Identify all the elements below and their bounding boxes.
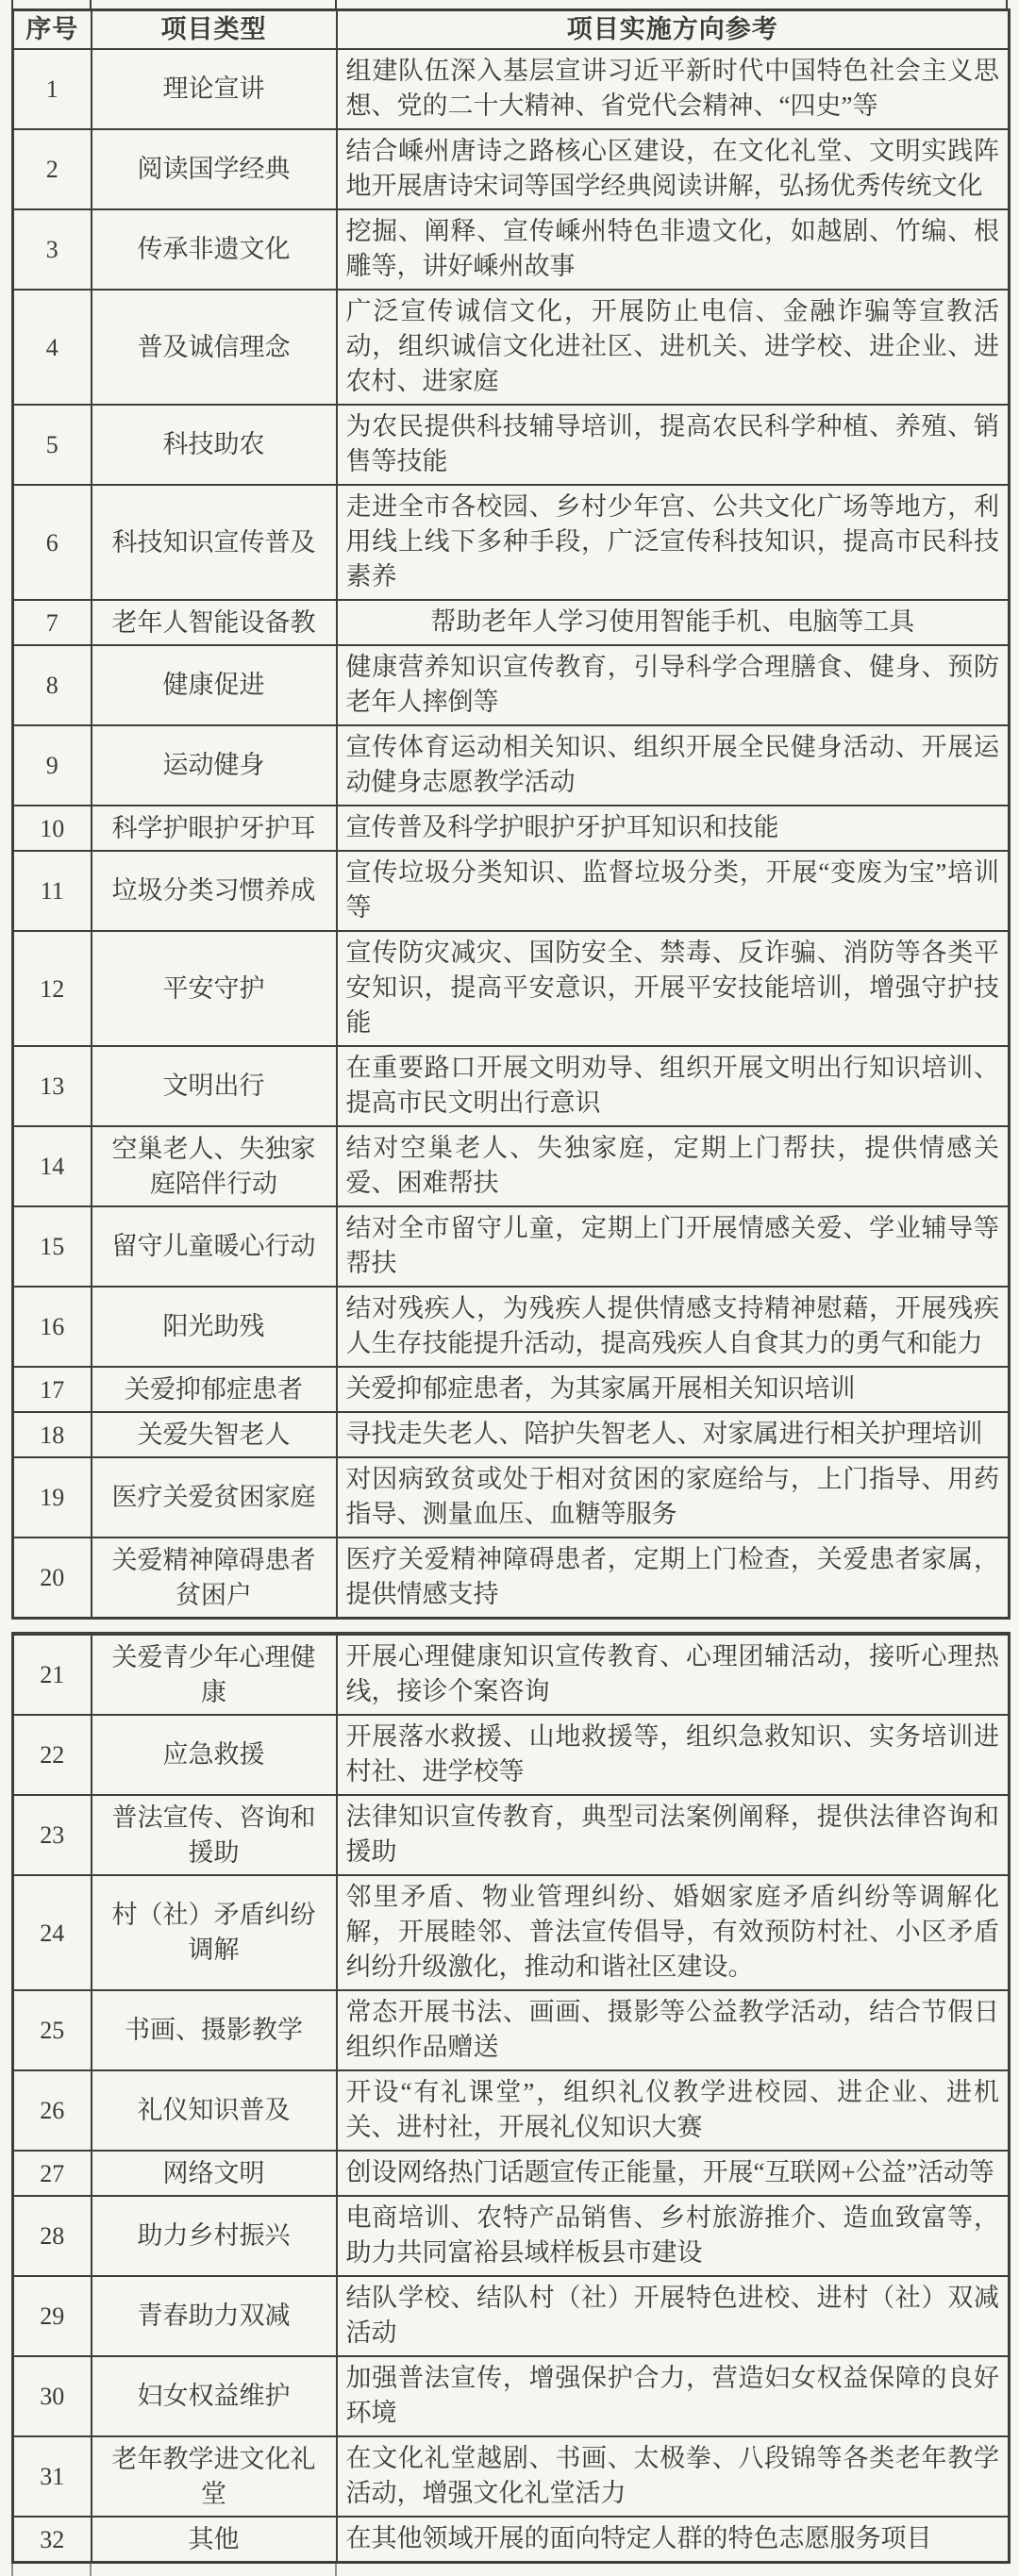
implementation-reference-cell: 走进全市各校园、乡村少年宫、公共文化广场等地方，利用线上线下多种手段，广泛宣传科技知识，提高市民科技素养 <box>337 485 1010 600</box>
row-number-cell: 8 <box>13 645 92 725</box>
row-number-cell: 22 <box>13 1715 92 1795</box>
project-type-cell: 关爱青少年心理健康 <box>92 1634 337 1715</box>
project-type-cell: 运动健身 <box>92 725 337 806</box>
row-number-cell: 29 <box>13 2276 92 2356</box>
row-number-cell: 15 <box>13 1206 92 1287</box>
implementation-reference-cell: 组建队伍深入基层宣讲习近平新时代中国特色社会主义思想、党的二十大精神、省党代会精神、“四史”等 <box>337 49 1010 129</box>
project-type-cell: 书画、摄影教学 <box>92 1990 337 2070</box>
implementation-reference-cell: 关爱抑郁症患者，为其家属开展相关知识培训 <box>337 1367 1010 1412</box>
table-row <box>13 1537 1010 1619</box>
implementation-reference-cell: 为农民提供科技辅导培训，提高农民科学种植、养殖、销售等技能 <box>337 405 1010 485</box>
table-row <box>13 851 1010 931</box>
implementation-reference-cell: 邻里矛盾、物业管理纠纷、婚姻家庭矛盾纠纷等调解化解，开展睦邻、普法宣传倡导，有效预防村社、小区矛盾纠纷升级激化，推动和谐社区建设。 <box>337 1875 1010 1990</box>
table-border-right-sliver <box>1006 0 1008 8</box>
project-type-cell: 健康促进 <box>92 645 337 725</box>
table-row <box>13 1046 1010 1126</box>
project-type-cell: 垃圾分类习惯养成 <box>92 851 337 931</box>
implementation-reference-cell: 结对残疾人，为残疾人提供情感支持精神慰藉，开展残疾人生存技能提升活动，提高残疾人自食其力的勇气和能力 <box>337 1287 1010 1367</box>
table-row <box>13 2196 1010 2276</box>
table-row <box>13 290 1010 405</box>
row-number-cell: 32 <box>13 2517 92 2563</box>
implementation-reference-cell: 开展落水救援、山地救援等，组织急救知识、实务培训进村社、进学校等 <box>337 1715 1010 1795</box>
volunteer-project-table-segment-1 <box>11 8 1011 1620</box>
row-number-cell: 18 <box>13 1412 92 1457</box>
implementation-reference-cell: 寻找走失老人、陪护失智老人、对家属进行相关护理培训 <box>337 1412 1010 1457</box>
implementation-reference-cell: 在重要路口开展文明劝导、组织开展文明出行知识培训、提高市民文明出行意识 <box>337 1046 1010 1126</box>
row-number-cell: 23 <box>13 1795 92 1875</box>
project-type-cell: 老年教学进文化礼堂 <box>92 2436 337 2517</box>
row-number-cell: 10 <box>13 806 92 851</box>
project-type-cell: 村（社）矛盾纠纷调解 <box>92 1875 337 1990</box>
project-type-cell: 理论宣讲 <box>92 49 337 129</box>
implementation-reference-cell: 挖掘、阐释、宣传嵊州特色非遗文化，如越剧、竹编、根雕等，讲好嵊州故事 <box>337 209 1010 290</box>
row-number-cell: 13 <box>13 1046 92 1126</box>
row-number-cell: 24 <box>13 1875 92 1990</box>
project-type-cell: 普及诚信理念 <box>92 290 337 405</box>
project-type-cell: 医疗关爱贫困家庭 <box>92 1457 337 1537</box>
table-row <box>13 1412 1010 1457</box>
implementation-reference-cell: 法律知识宣传教育，典型司法案例阐释，提供法律咨询和援助 <box>337 1795 1010 1875</box>
implementation-reference-cell: 结合嵊州唐诗之路核心区建设，在文化礼堂、文明实践阵地开展唐诗宋词等国学经典阅读讲解，弘扬优秀传统文化 <box>337 129 1010 209</box>
row-number-cell: 28 <box>13 2196 92 2276</box>
table-row <box>13 129 1010 209</box>
implementation-reference-cell: 加强普法宣传，增强保护合力，营造妇女权益保障的良好环境 <box>337 2356 1010 2436</box>
project-type-cell: 普法宣传、咨询和援助 <box>92 1795 337 1875</box>
column-header-number: 序号 <box>13 10 92 50</box>
page-break-gap <box>0 1620 1019 1632</box>
table-row <box>13 1287 1010 1367</box>
project-type-cell: 阅读国学经典 <box>92 129 337 209</box>
implementation-reference-cell: 健康营养知识宣传教育，引导科学合理膳食、健身、预防老年人摔倒等 <box>337 645 1010 725</box>
implementation-reference-cell: 广泛宣传诚信文化，开展防止电信、金融诈骗等宣教活动，组织诚信文化进社区、进机关、进学校、进企业、进农村、进家庭 <box>337 290 1010 405</box>
project-type-cell: 网络文明 <box>92 2151 337 2196</box>
table-row <box>13 931 1010 1046</box>
implementation-reference-cell: 开展心理健康知识宣传教育、心理团辅活动，接听心理热线，接诊个案咨询 <box>337 1634 1010 1715</box>
implementation-reference-cell: 结队学校、结队村（社）开展特色进校、进村（社）双减活动 <box>337 2276 1010 2356</box>
row-number-cell: 16 <box>13 1287 92 1367</box>
project-type-cell: 助力乡村振兴 <box>92 2196 337 2276</box>
table-row <box>13 2151 1010 2196</box>
table-row <box>13 1367 1010 1412</box>
row-number-cell: 7 <box>13 600 92 645</box>
row-number-cell: 14 <box>13 1126 92 1206</box>
row-number-cell: 12 <box>13 931 92 1046</box>
row-number-cell: 31 <box>13 2436 92 2517</box>
table-row <box>13 2276 1010 2356</box>
row-number-cell: 26 <box>13 2070 92 2151</box>
table-row <box>13 209 1010 290</box>
table-border-col1-sliver <box>90 2564 92 2576</box>
row-number-cell: 9 <box>13 725 92 806</box>
table-row <box>13 600 1010 645</box>
implementation-reference-cell: 宣传防灾减灾、国防安全、禁毒、反诈骗、消防等各类平安知识，提高平安意识，开展平安技能培训，增强守护技能 <box>337 931 1010 1046</box>
project-type-cell: 应急救援 <box>92 1715 337 1795</box>
row-number-cell: 21 <box>13 1634 92 1715</box>
table-cutoff-row-bottom <box>11 2564 1008 2576</box>
project-type-cell: 空巢老人、失独家庭陪伴行动 <box>92 1126 337 1206</box>
project-type-cell: 关爱精神障碍患者贫困户 <box>92 1537 337 1619</box>
row-number-cell: 17 <box>13 1367 92 1412</box>
implementation-reference-cell: 医疗关爱精神障碍患者，定期上门检查，关爱患者家属，提供情感支持 <box>337 1537 1010 1619</box>
implementation-reference-cell: 结对空巢老人、失独家庭，定期上门帮扶，提供情感关爱、困难帮扶 <box>337 1126 1010 1206</box>
column-header-implementation-reference: 项目实施方向参考 <box>337 10 1010 50</box>
volunteer-project-table-segment-2 <box>11 1632 1011 2564</box>
table-row <box>13 806 1010 851</box>
project-type-cell: 青春助力双减 <box>92 2276 337 2356</box>
project-type-cell: 传承非遗文化 <box>92 209 337 290</box>
row-number-cell: 3 <box>13 209 92 290</box>
implementation-reference-cell: 宣传普及科学护眼护牙护耳知识和技能 <box>337 806 1010 851</box>
project-type-cell: 关爱失智老人 <box>92 1412 337 1457</box>
row-number-cell: 6 <box>13 485 92 600</box>
table-cutoff-row-top <box>11 0 1008 8</box>
table-row <box>13 1990 1010 2070</box>
table-header-row <box>13 10 1010 50</box>
implementation-reference-cell: 开设“有礼课堂”，组织礼仪教学进校园、进企业、进机关、进村社，开展礼仪知识大赛 <box>337 2070 1010 2151</box>
implementation-reference-cell: 宣传体育运动相关知识、组织开展全民健身活动、开展运动健身志愿教学活动 <box>337 725 1010 806</box>
table-row <box>13 1457 1010 1537</box>
table-row <box>13 1206 1010 1287</box>
table-border-col2-sliver <box>335 0 337 8</box>
row-number-cell: 27 <box>13 2151 92 2196</box>
project-type-cell: 礼仪知识普及 <box>92 2070 337 2151</box>
row-number-cell: 11 <box>13 851 92 931</box>
table-row <box>13 49 1010 129</box>
row-number-cell: 5 <box>13 405 92 485</box>
row-number-cell: 30 <box>13 2356 92 2436</box>
project-type-cell: 平安守护 <box>92 931 337 1046</box>
project-type-cell: 阳光助残 <box>92 1287 337 1367</box>
implementation-reference-cell: 帮助老年人学习使用智能手机、电脑等工具 <box>337 600 1010 645</box>
implementation-reference-cell: 常态开展书法、画画、摄影等公益教学活动，结合节假日组织作品赠送 <box>337 1990 1010 2070</box>
project-type-cell: 文明出行 <box>92 1046 337 1126</box>
row-number-cell: 25 <box>13 1990 92 2070</box>
table-row <box>13 2070 1010 2151</box>
table-border-left-sliver <box>11 2564 13 2576</box>
table-row <box>13 485 1010 600</box>
row-number-cell: 2 <box>13 129 92 209</box>
table-row <box>13 1875 1010 1990</box>
project-type-cell: 关爱抑郁症患者 <box>92 1367 337 1412</box>
implementation-reference-cell: 电商培训、农特产品销售、乡村旅游推介、造血致富等，助力共同富裕县域样板县市建设 <box>337 2196 1010 2276</box>
table-row <box>13 405 1010 485</box>
table-row <box>13 2517 1010 2563</box>
table-row <box>13 725 1010 806</box>
row-number-cell: 19 <box>13 1457 92 1537</box>
implementation-reference-cell: 在其他领域开展的面向特定人群的特色志愿服务项目 <box>337 2517 1010 2563</box>
project-type-cell: 老年人智能设备教 <box>92 600 337 645</box>
table-row <box>13 2356 1010 2436</box>
project-type-cell: 妇女权益维护 <box>92 2356 337 2436</box>
project-type-cell: 科学护眼护牙护耳 <box>92 806 337 851</box>
table-row <box>13 645 1010 725</box>
column-header-project-type: 项目类型 <box>92 10 337 50</box>
implementation-reference-cell: 宣传垃圾分类知识、监督垃圾分类，开展“变废为宝”培训等 <box>337 851 1010 931</box>
project-type-cell: 科技助农 <box>92 405 337 485</box>
row-number-cell: 4 <box>13 290 92 405</box>
table-border-left-sliver <box>11 0 13 8</box>
implementation-reference-cell: 对因病致贫或处于相对贫困的家庭给与，上门指导、用药指导、测量血压、血糖等服务 <box>337 1457 1010 1537</box>
table-row <box>13 2436 1010 2517</box>
table-row <box>13 1634 1010 1715</box>
table-row <box>13 1795 1010 1875</box>
row-number-cell: 1 <box>13 49 92 129</box>
project-type-cell: 留守儿童暖心行动 <box>92 1206 337 1287</box>
project-type-cell: 其他 <box>92 2517 337 2563</box>
implementation-reference-cell: 结对全市留守儿童，定期上门开展情感关爱、学业辅导等帮扶 <box>337 1206 1010 1287</box>
implementation-reference-cell: 在文化礼堂越剧、书画、太极拳、八段锦等各类老年教学活动，增强文化礼堂活力 <box>337 2436 1010 2517</box>
table-row <box>13 1715 1010 1795</box>
table-border-col2-sliver <box>335 2564 337 2576</box>
table-border-col1-sliver <box>90 0 92 8</box>
table-row <box>13 1126 1010 1206</box>
project-type-cell: 科技知识宣传普及 <box>92 485 337 600</box>
implementation-reference-cell: 创设网络热门话题宣传正能量，开展“互联网+公益”活动等 <box>337 2151 1010 2196</box>
row-number-cell: 20 <box>13 1537 92 1619</box>
